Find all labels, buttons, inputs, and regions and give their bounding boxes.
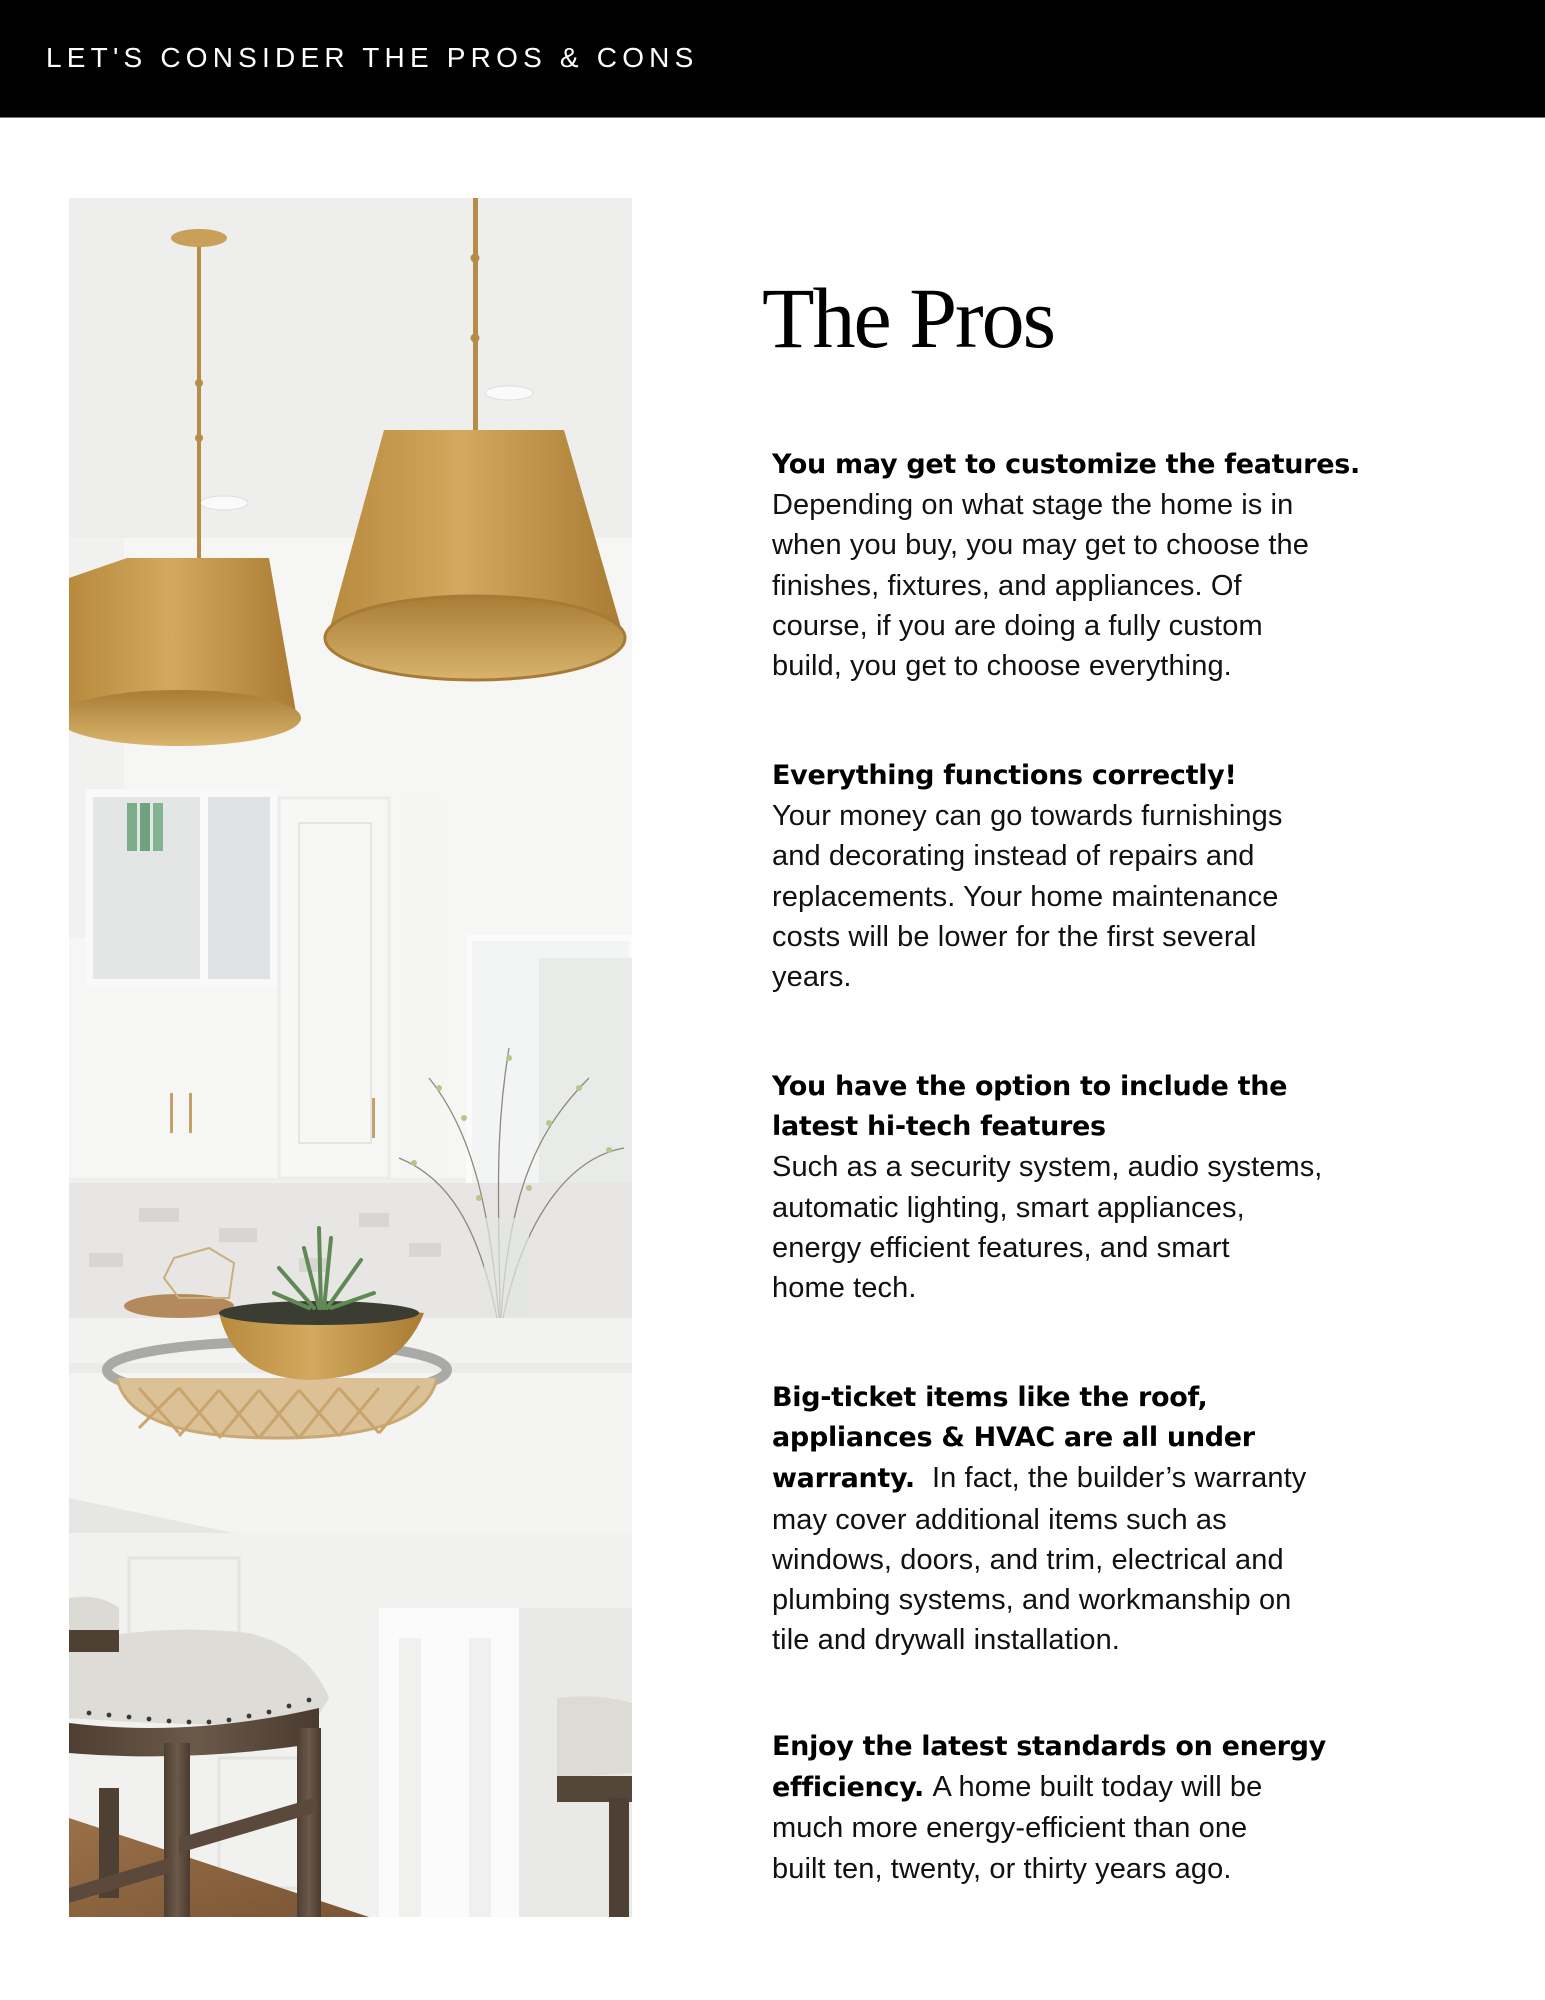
section-body-line: build, you get to choose everything.	[772, 650, 1232, 683]
section-body-line: tile and drywall installation.	[772, 1624, 1120, 1657]
section-lead: efficiency.	[772, 1772, 924, 1804]
kitchen-photo	[69, 198, 632, 1917]
section-body-line: course, if you are doing a fully custom	[772, 609, 1263, 642]
section-body-line: built ten, twenty, or thirty years ago.	[772, 1852, 1232, 1885]
section-body-line: windows, doors, and trim, electrical and	[772, 1543, 1284, 1576]
section-lead: Everything functions correctly!	[772, 760, 1237, 791]
section-lead: Big-ticket items like the roof,	[772, 1382, 1208, 1413]
section-mixed-line	[772, 1767, 1412, 1808]
pro-hi-tech-features	[772, 1067, 1412, 1308]
section-body-line: energy efficient features, and smart	[772, 1231, 1230, 1264]
section-lead: latest hi-tech features	[772, 1111, 1106, 1143]
pro-warranty	[772, 1378, 1412, 1660]
section-body-line: years.	[772, 961, 852, 994]
section-lead: You may get to customize the features.	[772, 449, 1360, 480]
section-body-line: when you buy, you may get to choose the	[772, 529, 1309, 562]
pro-everything-functions	[772, 756, 1412, 997]
section-body-line: Depending on what stage the home is in	[772, 489, 1294, 522]
section-lead: You have the option to include the	[772, 1071, 1288, 1102]
section-body-inline: In fact, the builder’s warranty	[932, 1462, 1307, 1495]
section-mixed-line	[772, 1458, 1412, 1499]
section-body-line: finishes, fixtures, and appliances. Of	[772, 569, 1242, 602]
section-body-line: home tech.	[772, 1272, 917, 1305]
section-lead: warranty.	[772, 1463, 915, 1495]
pros-heading: The Pros	[762, 270, 1055, 366]
section-body-line: much more energy-efficient than one	[772, 1812, 1248, 1845]
section-body-line: automatic lighting, smart appliances,	[772, 1191, 1245, 1224]
kitchen-illustration	[69, 198, 632, 1917]
section-body-inline: A home built today will be	[932, 1771, 1263, 1804]
section-lead: appliances & HVAC are all under	[772, 1422, 1255, 1454]
section-body-line: Such as a security system, audio systems,	[772, 1151, 1323, 1184]
header-band	[0, 0, 1545, 118]
section-lead: Enjoy the latest standards on energy	[772, 1731, 1326, 1762]
section-body-line: costs will be lower for the first several	[772, 920, 1257, 953]
section-body-line: replacements. Your home maintenance	[772, 880, 1279, 913]
section-body-line: plumbing systems, and workmanship on	[772, 1584, 1292, 1617]
section-body-line: and decorating instead of repairs and	[772, 840, 1255, 873]
pro-energy-efficiency	[772, 1727, 1412, 1889]
pro-customize-features	[772, 445, 1412, 686]
section-body-line: may cover additional items such as	[772, 1503, 1227, 1536]
section-body-line: Your money can go towards furnishings	[772, 800, 1283, 833]
page-header-title: LET'S CONSIDER THE PROS & CONS	[46, 42, 699, 73]
